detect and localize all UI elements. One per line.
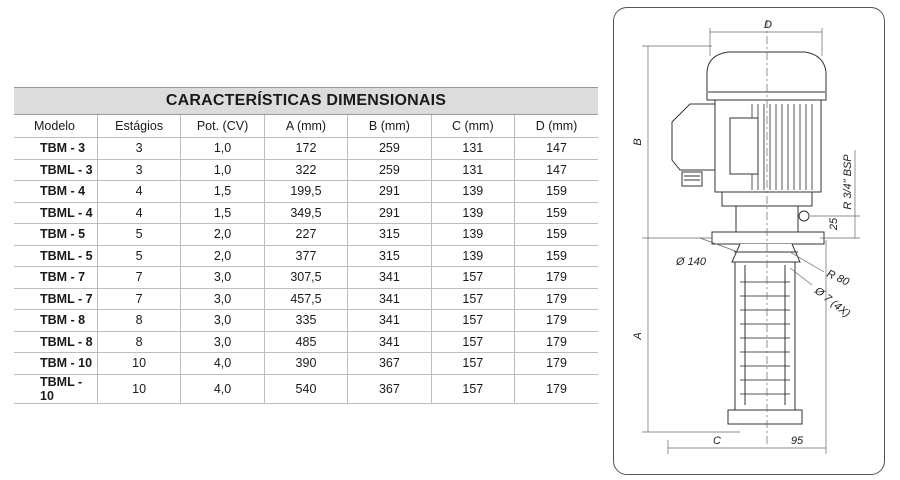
- value-cell: 147: [515, 138, 598, 160]
- value-cell: 172: [264, 138, 347, 160]
- value-cell: 157: [431, 353, 514, 375]
- value-cell: 139: [431, 245, 514, 267]
- value-cell: 2,0: [181, 224, 264, 246]
- dim-label-D: D: [764, 19, 772, 31]
- terminal-box: [672, 104, 715, 170]
- value-cell: 139: [431, 202, 514, 224]
- value-cell: 179: [515, 267, 598, 289]
- value-cell: 7: [97, 267, 180, 289]
- value-cell: 199,5: [264, 181, 347, 203]
- model-cell: TBML - 4: [14, 202, 97, 224]
- value-cell: 4,0: [181, 374, 264, 403]
- value-cell: 139: [431, 224, 514, 246]
- column-header: Modelo: [14, 115, 97, 138]
- value-cell: 259: [348, 138, 431, 160]
- value-cell: 2,0: [181, 245, 264, 267]
- value-cell: 3,0: [181, 310, 264, 332]
- value-cell: 291: [348, 202, 431, 224]
- value-cell: 131: [431, 138, 514, 160]
- value-cell: 259: [348, 159, 431, 181]
- value-cell: 157: [431, 374, 514, 403]
- model-cell: TBM - 3: [14, 138, 97, 160]
- value-cell: 3,0: [181, 288, 264, 310]
- value-cell: 322: [264, 159, 347, 181]
- model-cell: TBM - 4: [14, 181, 97, 203]
- value-cell: 341: [348, 310, 431, 332]
- value-cell: 377: [264, 245, 347, 267]
- value-cell: 341: [348, 267, 431, 289]
- value-cell: 131: [431, 159, 514, 181]
- column-header: Pot. (CV): [181, 115, 264, 138]
- value-cell: 159: [515, 245, 598, 267]
- model-cell: TBM - 5: [14, 224, 97, 246]
- value-cell: 3: [97, 138, 180, 160]
- dim-label-C: C: [713, 435, 721, 447]
- pump-head: [732, 244, 800, 262]
- value-cell: 1,0: [181, 159, 264, 181]
- value-cell: 157: [431, 267, 514, 289]
- value-cell: 1,5: [181, 202, 264, 224]
- model-cell: TBM - 10: [14, 353, 97, 375]
- value-cell: 10: [97, 353, 180, 375]
- motor-fan-cover: [707, 52, 826, 100]
- value-cell: 457,5: [264, 288, 347, 310]
- value-cell: 139: [431, 181, 514, 203]
- dim-label-thread: R 3/4" BSP: [842, 154, 854, 210]
- value-cell: 540: [264, 374, 347, 403]
- value-cell: 315: [348, 224, 431, 246]
- model-cell: TBML - 8: [14, 331, 97, 353]
- model-cell: TBML - 7: [14, 288, 97, 310]
- dim-label-dia140: Ø 140: [676, 256, 706, 268]
- value-cell: 179: [515, 374, 598, 403]
- value-cell: 335: [264, 310, 347, 332]
- value-cell: 349,5: [264, 202, 347, 224]
- outlet-port: [799, 211, 809, 221]
- column-header: Estágios: [97, 115, 180, 138]
- model-cell: TBML - 3: [14, 159, 97, 181]
- value-cell: 341: [348, 331, 431, 353]
- value-cell: 157: [431, 310, 514, 332]
- dim-label-B: B: [632, 138, 644, 146]
- mounting-plate: [712, 232, 824, 244]
- value-cell: 5: [97, 224, 180, 246]
- value-cell: 10: [97, 374, 180, 403]
- value-cell: 315: [348, 245, 431, 267]
- value-cell: 179: [515, 310, 598, 332]
- model-cell: TBM - 7: [14, 267, 97, 289]
- value-cell: 7: [97, 288, 180, 310]
- column-header: A (mm): [264, 115, 347, 138]
- value-cell: 390: [264, 353, 347, 375]
- model-cell: TBML - 5: [14, 245, 97, 267]
- column-header: D (mm): [515, 115, 598, 138]
- value-cell: 4: [97, 202, 180, 224]
- value-cell: 4: [97, 181, 180, 203]
- column-header: C (mm): [431, 115, 514, 138]
- dim-label-25: 25: [828, 217, 840, 231]
- value-cell: 341: [348, 288, 431, 310]
- value-cell: 159: [515, 224, 598, 246]
- value-cell: 291: [348, 181, 431, 203]
- column-header: B (mm): [348, 115, 431, 138]
- dim-label-holes: Ø 7 (4X): [812, 284, 853, 320]
- value-cell: 4,0: [181, 353, 264, 375]
- value-cell: 159: [515, 181, 598, 203]
- value-cell: 179: [515, 353, 598, 375]
- value-cell: 1,5: [181, 181, 264, 203]
- value-cell: 367: [348, 374, 431, 403]
- dim-label-A: A: [632, 332, 644, 340]
- model-cell: TBML - 10: [14, 374, 97, 403]
- value-cell: 227: [264, 224, 347, 246]
- model-cell: TBM - 8: [14, 310, 97, 332]
- nameplate: [730, 118, 758, 174]
- value-cell: 179: [515, 288, 598, 310]
- value-cell: 8: [97, 331, 180, 353]
- value-cell: 159: [515, 202, 598, 224]
- value-cell: 3,0: [181, 331, 264, 353]
- value-cell: 1,0: [181, 138, 264, 160]
- table-title: CARACTERÍSTICAS DIMENSIONAIS: [14, 88, 598, 115]
- value-cell: 485: [264, 331, 347, 353]
- value-cell: 157: [431, 288, 514, 310]
- value-cell: 367: [348, 353, 431, 375]
- pump-stage-stack: [735, 262, 795, 410]
- value-cell: 3: [97, 159, 180, 181]
- dim-label-r80: R 80: [824, 267, 851, 289]
- cable-gland: [682, 172, 702, 186]
- value-cell: 3,0: [181, 267, 264, 289]
- dim-label-95: 95: [790, 435, 804, 447]
- value-cell: 5: [97, 245, 180, 267]
- value-cell: 157: [431, 331, 514, 353]
- value-cell: 147: [515, 159, 598, 181]
- pump-base: [728, 410, 802, 424]
- value-cell: 8: [97, 310, 180, 332]
- value-cell: 179: [515, 331, 598, 353]
- value-cell: 307,5: [264, 267, 347, 289]
